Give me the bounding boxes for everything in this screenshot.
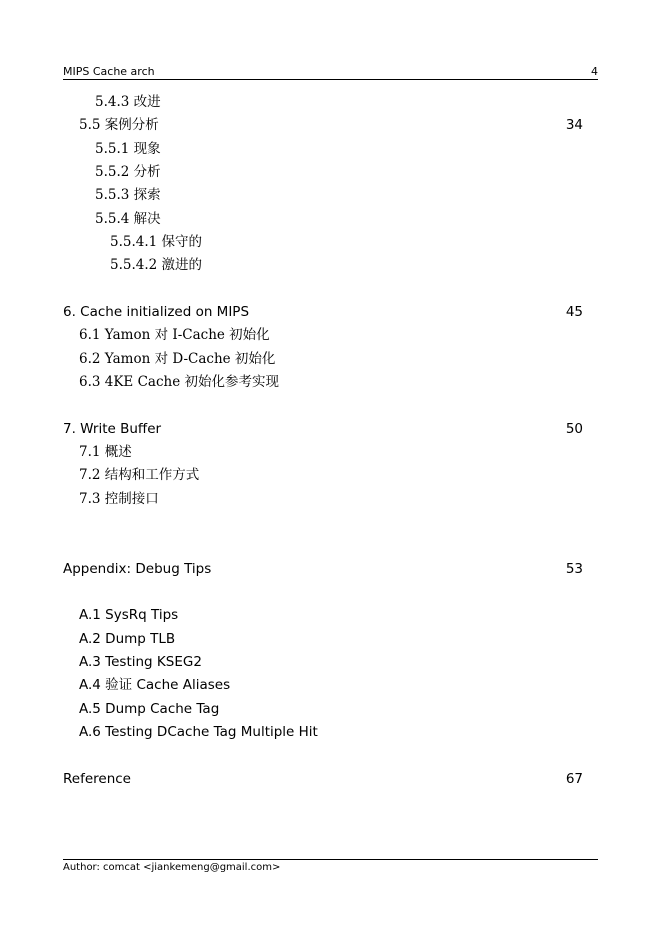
toc-entry[interactable] [63, 209, 583, 229]
toc-entry-label: Reference [63, 771, 131, 787]
toc-entry-page: 50 [565, 421, 583, 437]
toc-entry[interactable] [63, 372, 583, 392]
toc-entry-label: Appendix: Debug Tips [63, 561, 212, 577]
toc-entry-label: 7. Write Buffer [63, 421, 162, 437]
toc-entry[interactable] [63, 722, 583, 742]
toc-entry-page: 67 [565, 771, 583, 787]
toc-entry[interactable] [63, 349, 583, 369]
toc-entry[interactable] [63, 769, 583, 789]
toc-entry[interactable] [63, 489, 583, 509]
toc-entry[interactable] [63, 605, 583, 625]
toc-entry-label: 5.4.3 改进 [95, 94, 161, 110]
page-footer [63, 859, 598, 875]
author-line: Author: comcat <jiankemeng@gmail.com> [63, 862, 281, 873]
toc-entry[interactable] [63, 699, 583, 719]
toc-entry[interactable] [63, 255, 583, 275]
toc-entry[interactable] [63, 419, 583, 439]
toc-entry[interactable] [63, 559, 583, 579]
page-header [63, 64, 598, 80]
toc-entry[interactable] [63, 139, 583, 159]
toc-entry-label: A.3 Testing KSEG2 [79, 654, 202, 670]
toc-entry-label: 7.2 结构和工作方式 [79, 467, 200, 483]
toc-entry[interactable] [63, 302, 583, 322]
toc-entry[interactable] [63, 465, 583, 485]
toc-entry[interactable] [63, 185, 583, 205]
toc-entry[interactable] [63, 232, 583, 252]
toc-entry-page: 34 [565, 117, 583, 133]
toc-entry-label: 5.5.4.2 激进的 [110, 257, 203, 273]
toc-entry-label: 7.1 概述 [79, 444, 132, 460]
toc-entry[interactable] [63, 115, 583, 135]
toc-entry-label: 5.5.3 探索 [95, 187, 161, 203]
toc-entry-label: 5.5.4 解决 [95, 211, 161, 227]
toc-entry-label: A.1 SysRq Tips [79, 607, 179, 623]
toc-entry-label: 5.5 案例分析 [79, 117, 159, 133]
toc-entry-label: 5.5.2 分析 [95, 164, 161, 180]
toc-entry-label: A.6 Testing DCache Tag Multiple Hit [79, 724, 318, 740]
toc-entry[interactable] [63, 162, 583, 182]
toc-entry-label: 5.5.1 现象 [95, 141, 161, 157]
page-number: 4 [591, 65, 598, 78]
toc-entry[interactable] [63, 675, 583, 695]
toc-entry-label: A.5 Dump Cache Tag [79, 701, 220, 717]
toc-entry[interactable] [63, 325, 583, 345]
toc-entry-label: 6.3 4KE Cache 初始化参考实现 [79, 374, 279, 390]
toc-entry-page: 45 [565, 304, 583, 320]
toc-entry[interactable] [63, 442, 583, 462]
document-title: MIPS Cache arch [63, 65, 155, 78]
toc-entry-label: 7.3 控制接口 [79, 491, 159, 507]
toc-entry[interactable] [63, 92, 583, 112]
toc-entry-label: 6. Cache initialized on MIPS [63, 304, 250, 320]
toc-entry-label: 6.2 Yamon 对 D-Cache 初始化 [79, 351, 276, 367]
toc-entry-label: A.4 验证 Cache Aliases [79, 677, 231, 693]
toc-entry-page: 53 [565, 561, 583, 577]
toc-entry[interactable] [63, 629, 583, 649]
toc-entry-label: 5.5.4.1 保守的 [110, 234, 203, 250]
toc-entry[interactable] [63, 652, 583, 672]
toc-entry-label: A.2 Dump TLB [79, 631, 176, 647]
toc-entry-label: 6.1 Yamon 对 I-Cache 初始化 [79, 327, 270, 343]
